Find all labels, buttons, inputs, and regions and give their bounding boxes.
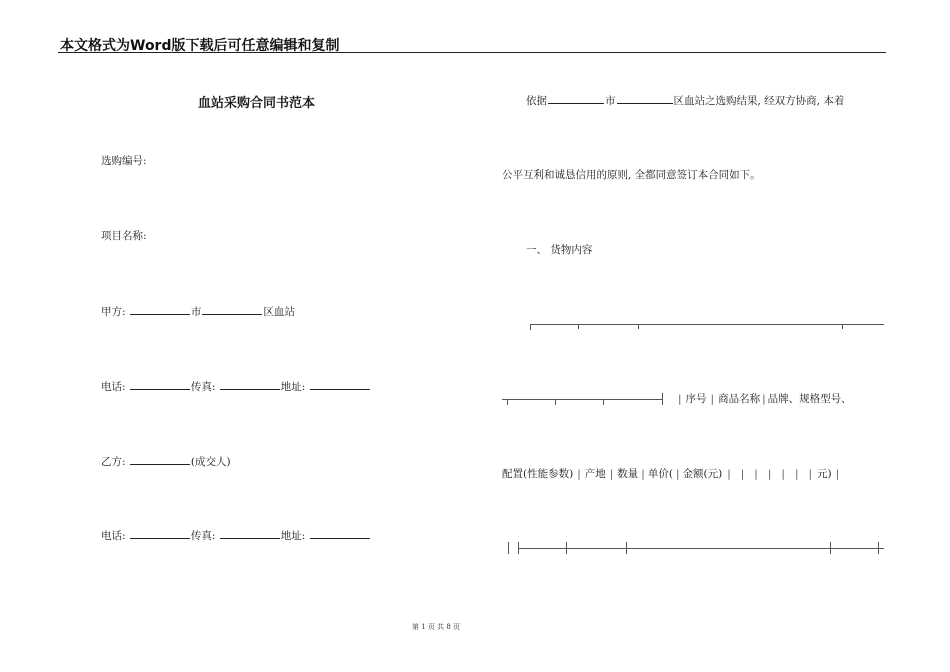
cell-separator: | [675, 468, 680, 480]
section-heading-goods: 一、 货物内容 [526, 244, 593, 256]
project-name-label: 项目名称: [101, 230, 147, 242]
party-b-line [101, 454, 231, 469]
address-label: 地址: [280, 381, 306, 393]
table-column-tick [626, 542, 627, 554]
table-column-tick [578, 324, 579, 329]
table-row-border [502, 399, 662, 400]
blank-field [130, 454, 190, 465]
intro-prefix: 依据 [526, 95, 547, 107]
col-amount: 金额(元) [682, 468, 723, 480]
party-a-district-suffix: 区血站 [263, 306, 295, 318]
cell-separator: | [641, 468, 645, 480]
col-product-name: 商品名称 [718, 393, 761, 405]
party-a-contact-line [101, 379, 371, 394]
cell-separator: | [678, 393, 682, 405]
cell-separator: | [767, 468, 772, 480]
intro-line-2: 公平互利和诚恳信用的原则, 全都同意签订本合同如下。 [502, 169, 761, 181]
cell-separator: | [835, 468, 840, 480]
table-column-tick [555, 399, 556, 405]
col-configuration: 配置(性能参数) [502, 468, 574, 480]
table-column-tick [603, 399, 604, 405]
table-header-row-1 [674, 392, 852, 406]
intro-line-1 [526, 93, 844, 108]
fax-label: 传真: [190, 530, 216, 542]
blank-field [130, 528, 190, 539]
col-unit-price: 单价( [647, 468, 673, 480]
party-a-city-suffix: 市 [190, 306, 202, 318]
table-column-tick [530, 324, 531, 330]
party-a-line [101, 304, 295, 319]
phone-label: 电话: [101, 381, 126, 393]
table-column-tick [842, 324, 843, 329]
party-a-label: 甲方: [101, 306, 126, 318]
table-column-tick [508, 542, 509, 554]
col-origin: 产地 [584, 468, 606, 480]
blank-field [130, 379, 190, 390]
blank-field [220, 379, 280, 390]
header-title: 本文格式为Word版下载后可任意编辑和复制 [60, 38, 340, 54]
table-column-tick [878, 542, 879, 554]
table-column-tick [566, 542, 567, 554]
table-column-tick [507, 399, 508, 405]
table-column-tick [638, 324, 639, 329]
cell-separator: | [781, 468, 785, 480]
party-b-contact-line [101, 528, 371, 543]
purchase-number-label: 选购编号: [101, 155, 147, 167]
table-column-tick [662, 393, 663, 405]
blank-field [130, 304, 190, 315]
cell-separator: | [794, 468, 799, 480]
cell-separator: | [727, 468, 731, 480]
document-title: 血站采购合同书范本 [198, 96, 316, 111]
cell-separator: | [740, 468, 745, 480]
blank-field [617, 93, 673, 104]
blank-field [202, 304, 262, 315]
table-column-tick [518, 542, 519, 554]
blank-field [310, 379, 370, 390]
col-quantity: 数量 [617, 468, 639, 480]
cell-separator: | [762, 393, 766, 405]
phone-label: 电话: [101, 530, 126, 542]
intro-rest: 区血站之选购结果, 经双方协商, 本着 [673, 95, 845, 107]
cell-separator: | [710, 393, 715, 405]
cell-separator: | [808, 468, 813, 480]
header-divider [58, 52, 886, 53]
table-top-border [530, 324, 884, 325]
cell-separator: | [754, 468, 758, 480]
fax-label: 传真: [190, 381, 216, 393]
address-label: 地址: [280, 530, 306, 542]
blank-field [548, 93, 604, 104]
table-header-row-2 [502, 467, 843, 481]
page-number: 第 1 页 共 8 页 [412, 623, 461, 631]
intro-city: 市 [605, 95, 616, 107]
col-serial-number: 序号 [685, 393, 707, 405]
blank-field [310, 528, 370, 539]
blank-field [220, 528, 280, 539]
col-brand-model: 品牌、规格型号、 [767, 393, 852, 405]
cell-separator: | [577, 468, 581, 480]
party-b-label: 乙方: [101, 456, 126, 468]
cell-separator: | [609, 468, 614, 480]
party-b-suffix: (成交人) [190, 456, 231, 468]
col-end: 元) [817, 468, 832, 480]
table-column-tick [830, 542, 831, 554]
